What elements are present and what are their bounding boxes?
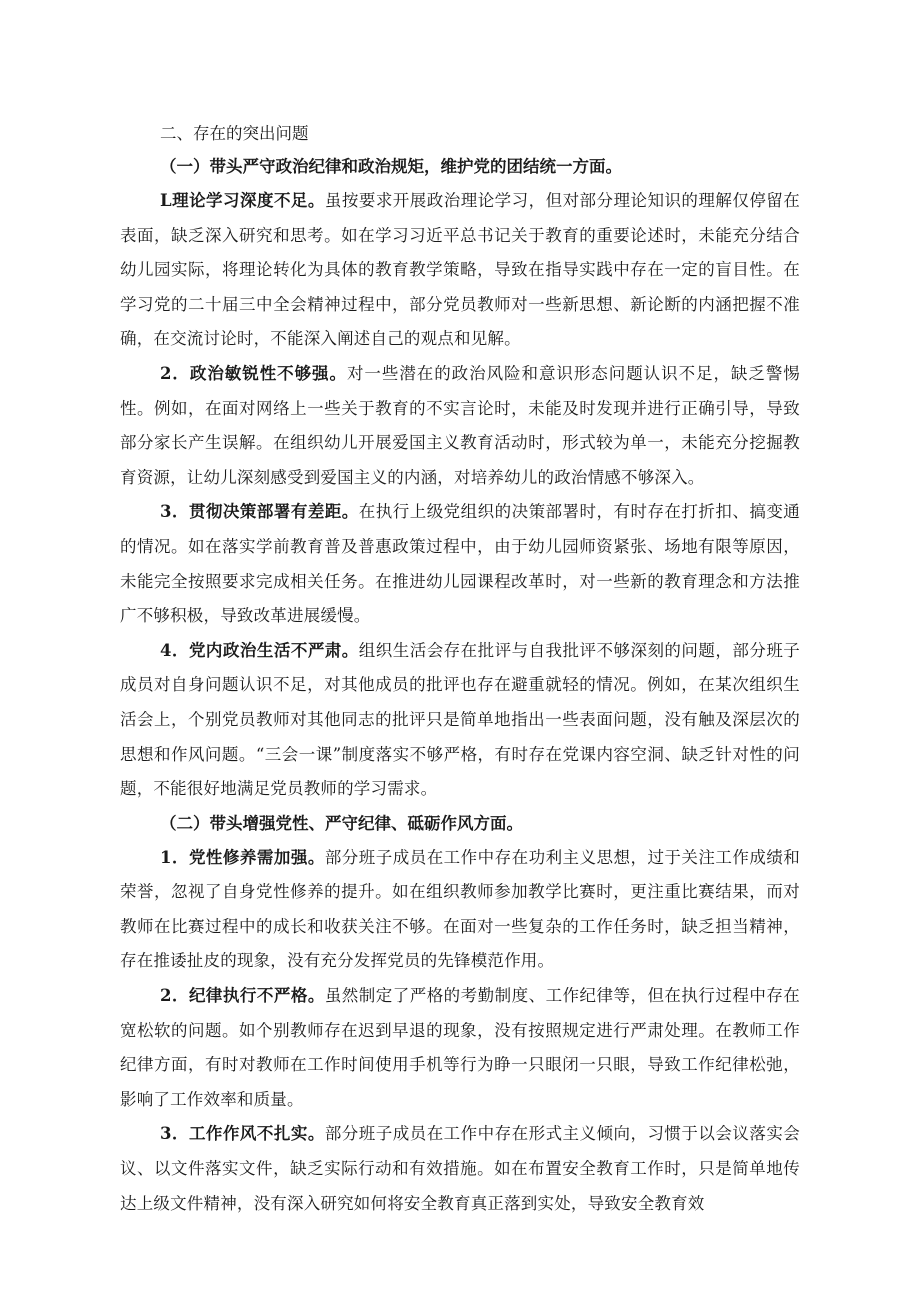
paragraph-number: 1．	[160, 847, 189, 867]
paragraph-1-2	[120, 357, 800, 495]
paragraph-text: 在执行上级党组织的决策部署时，有时存在打折扣、搞变通的情况。如在落实学前教育普及普惠政策过程中，由于幼儿园师资紧张、场地有限等原因，未能完全按照要求完成相关任务。在推进幼儿园课程改革时，对一些新的教育理念和方法推广不够积极，导致改革进展缓慢。	[120, 502, 800, 626]
paragraph-1-1	[120, 184, 800, 357]
paragraph-text: 部分班子成员在工作中存在功利主义思想，过于关注工作成绩和荣誉，忽视了自身党性修养的提升。如在组织教师参加教学比赛时，更注重比赛结果，而对教师在比赛过程中的成长和收获关注不够。在面对一些复杂的工作任务时，缺乏担当精神，存在推诿扯皮的现象，没有充分发挥党员的先锋模范作用。	[120, 847, 800, 971]
paragraph-lead: 政治敏锐性不够强。	[189, 363, 347, 383]
paragraph-lead: 党内政治生活不严肃。	[188, 640, 359, 660]
paragraph-lead: 党性修养需加强。	[188, 847, 325, 867]
document-body	[120, 118, 800, 1221]
paragraph-text: 对一些潜在的政治风险和意识形态问题认识不足，缺乏警惕性。例如，在面对网络上一些关于教育的不实言论时，未能及时发现并进行正确引导，导致部分家长产生误解。在组织幼儿开展爱国主义教育活动时，形式较为单一，未能充分挖掘教育资源，让幼儿深刻感受到爱国主义的内涵，对培养幼儿的政治情感不够深入。	[120, 363, 800, 487]
paragraph-number: 2．	[160, 986, 189, 1006]
paragraph-number: 4．	[160, 640, 189, 660]
paragraph-number: 3．	[160, 502, 189, 522]
paragraph-text: 组织生活会存在批评与自我批评不够深刻的问题，部分班子成员对自身问题认识不足，对其他成员的批评也存在避重就轻的情况。例如，在某次组织生活会上，个别党员教师对其他同志的批评只是简单地指出一些表面问题，没有触及深层次的思想和作风问题。“三会一课”制度落实不够严格，有时存在党课内容空洞、缺乏针对性的问题，不能很好地满足党员教师的学习需求。	[120, 640, 800, 799]
paragraph-2-1	[120, 841, 800, 979]
paragraph-text: 虽然制定了严格的考勤制度、工作纪律等，但在执行过程中存在宽松软的问题。如个别教师存在迟到早退的现象，没有按照规定进行严肃处理。在教师工作纪律方面，有时对教师在工作时间使用手机等行为睁一只眼闭一只眼，导致工作纪律松弛，影响了工作效率和质量。	[120, 986, 800, 1109]
paragraph-lead: 纪律执行不严格。	[188, 986, 325, 1006]
paragraph-number: 2．	[160, 363, 190, 383]
paragraph-number: L	[160, 191, 172, 210]
paragraph-lead: 理论学习深度不足。	[171, 191, 325, 210]
paragraph-1-4	[120, 634, 800, 807]
paragraph-number: 3．	[160, 1124, 189, 1144]
subsection-heading-2: （二）带头增强党性、严守纪律、砥砺作风方面。	[160, 813, 523, 833]
paragraph-text: 虽按要求开展政治理论学习，但对部分理论知识的理解仅停留在表面，缺乏深入研究和思考。如在学习习近平总书记关于教育的重要论述时，未能充分结合幼儿园实际，将理论转化为具体的教育教学策略，导致在指导实践中存在一定的盲目性。在学习党的二十届三中全会精神过程中，部分党员教师对一些新思想、新论断的内涵把握不准确，在交流讨论时，不能深入阐述自己的观点和见解。	[120, 191, 800, 349]
paragraph-2-3	[120, 1117, 800, 1221]
subsection-heading-1: （一）带头严守政治纪律和政治规矩，维护党的团结统一方面。	[160, 157, 622, 176]
paragraph-1-3	[120, 495, 800, 633]
paragraph-lead: 贯彻决策部署有差距。	[188, 502, 359, 522]
paragraph-2-2	[120, 979, 800, 1117]
section-heading: 二、存在的突出问题	[160, 124, 309, 143]
paragraph-text: 部分班子成员在工作中存在形式主义倾向，习惯于以会议落实会议、以文件落实文件，缺乏实际行动和有效措施。如在布置安全教育工作时，只是简单地传达上级文件精神，没有深入研究如何将安全教育真正落到实处，导致安全教育效	[120, 1124, 800, 1213]
paragraph-lead: 工作作风不扎实。	[188, 1124, 325, 1144]
